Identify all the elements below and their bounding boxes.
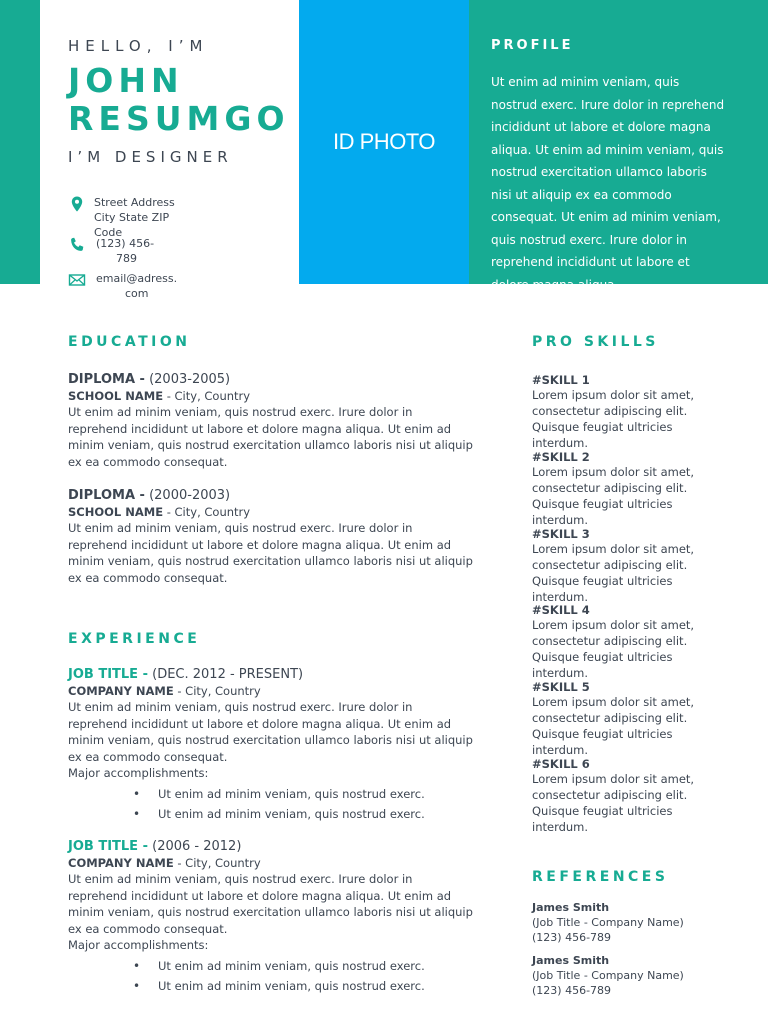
accomplishments-list — [68, 956, 473, 996]
list-item: • Ut enim ad minim veniam, quis nostrud exerc. — [158, 804, 473, 824]
bullet-icon: • — [133, 807, 141, 821]
skill-item — [532, 757, 732, 834]
skill-name: #SKILL 5 — [532, 680, 590, 695]
accomplishments-label: Major accomplishments: — [68, 766, 209, 780]
skill-name: #SKILL 1 — [532, 373, 590, 387]
company-location: - City, Country — [177, 684, 261, 698]
degree-years: (2003-2005) — [149, 372, 231, 387]
school-name: SCHOOL NAME — [68, 389, 164, 403]
skill-description: Lorem ipsum dolor sit amet, consectetur adipiscing elit. Quisque feugiat ultricies interdum. — [532, 464, 695, 527]
experience-entry — [68, 838, 473, 996]
map-pin-icon — [68, 195, 86, 213]
phone-line-1: (123) 456- — [96, 237, 155, 250]
references-list — [532, 901, 752, 1007]
id-photo-placeholder — [299, 0, 469, 284]
reference-name: James Smith — [532, 901, 610, 914]
references-title: REFERENCES — [532, 869, 669, 885]
education-entry — [68, 487, 473, 586]
address-line-3: Code — [94, 226, 123, 239]
skill-item — [532, 603, 732, 680]
contact-phone — [68, 236, 154, 266]
experience-entry — [68, 666, 473, 824]
education-description: Ut enim ad minim veniam, quis nostrud exerc. Irure dolor in reprehend incididunt ut labore et dolore magna aliqua. Ut enim ad minim veniam, quis nostrud exercitation ullamco laboris nisi ut aliquip ex ea commodo consequat. — [68, 405, 473, 469]
school-location: - City, Country — [166, 389, 251, 403]
bullet-icon: • — [133, 787, 141, 801]
email-line-1: email@adress. — [96, 272, 178, 285]
school-location: - City, Country — [166, 505, 251, 519]
skill-description: Lorem ipsum dolor sit amet, consectetur adipiscing elit. Quisque feugiat ultricies interdum. — [532, 695, 695, 758]
skill-description: Lorem ipsum dolor sit amet, consectetur adipiscing elit. Quisque feugiat ultricies interdum. — [532, 771, 695, 834]
reference-name: James Smith — [532, 954, 610, 967]
email-line-2: com — [125, 287, 149, 300]
education-entry — [68, 371, 473, 470]
job-description: Ut enim ad minim veniam, quis nostrud exerc. Irure dolor in reprehend incididunt ut labore et dolore magna aliqua. Ut enim ad minim veniam, quis nostrud exercitation ullamco laboris nisi ut aliquip ex ea commodo consequat. — [68, 872, 473, 936]
contact-email — [68, 271, 177, 301]
profile-box — [491, 71, 728, 292]
skills-title: PRO SKILLS — [532, 334, 659, 350]
address-line-1: Street Address — [94, 196, 175, 209]
reference-position: (Job Title - Company Name) — [532, 916, 684, 929]
first-name: JOHN — [68, 61, 184, 100]
last-name: RESUMGO — [68, 99, 290, 138]
skill-name: #SKILL 6 — [532, 756, 590, 771]
skills-list — [532, 373, 732, 834]
bullet-icon: • — [133, 979, 141, 993]
greeting: HELLO, I’M — [68, 37, 209, 55]
list-item: • Ut enim ad minim veniam, quis nostrud exerc. — [158, 956, 473, 976]
experience-title: EXPERIENCE — [68, 631, 201, 647]
job-description: Ut enim ad minim veniam, quis nostrud exerc. Irure dolor in reprehend incididunt ut labore et dolore magna aliqua. Ut enim ad minim veniam, quis nostrud exercitation ullamco laboris nisi ut aliquip ex ea commodo consequat. — [68, 700, 473, 764]
profile-text: Ut enim ad minim veniam, quis nostrud exerc. Irure dolor in reprehend incididunt ut labore et dolore magna aliqua. Ut enim ad minim veniam, quis nostrud exercitation ullamco laboris nisi ut aliquip ex ea commodo consequat. Ut enim ad minim veniam, quis nostrud exerc. Irure dolor in reprehend incididunt ut labore et dolore magna aliqua. — [491, 75, 725, 292]
photo-label: ID PHOTO — [333, 129, 435, 154]
envelope-icon — [68, 271, 86, 289]
bullet-icon: • — [133, 959, 141, 973]
job-dates: (DEC. 2012 - PRESENT) — [152, 667, 304, 682]
skill-item — [532, 527, 732, 604]
skill-description: Lorem ipsum dolor sit amet, consectetur adipiscing elit. Quisque feugiat ultricies interdum. — [532, 388, 695, 450]
reference-phone: (123) 456-789 — [532, 931, 612, 944]
skill-description: Lorem ipsum dolor sit amet, consectetur adipiscing elit. Quisque feugiat ultricies interdum. — [532, 541, 695, 604]
list-item: • Ut enim ad minim veniam, quis nostrud exerc. — [158, 784, 473, 804]
skill-item — [532, 450, 732, 527]
degree-years: (2000-2003) — [149, 488, 231, 503]
accomplishments-list — [68, 784, 473, 824]
education-title: EDUCATION — [68, 334, 191, 350]
role-title: I’M DESIGNER — [68, 148, 233, 166]
reference-phone: (123) 456-789 — [532, 984, 612, 997]
profile-title: PROFILE — [491, 38, 574, 53]
skill-item — [532, 373, 732, 450]
full-name — [68, 62, 290, 138]
degree: DIPLOMA - — [68, 372, 145, 387]
address-line-2: City State ZIP — [94, 211, 170, 224]
education-description: Ut enim ad minim veniam, quis nostrud exerc. Irure dolor in reprehend incididunt ut labore et dolore magna aliqua. Ut enim ad minim veniam, quis nostrud exercitation ullamco laboris nisi ut aliquip ex ea commodo consequat. — [68, 521, 473, 585]
list-item: • Ut enim ad minim veniam, quis nostrud exerc. — [158, 976, 473, 996]
job-title: JOB TITLE - — [68, 667, 148, 682]
company-location: - City, Country — [177, 856, 261, 870]
reference-item — [532, 954, 752, 998]
skill-description: Lorem ipsum dolor sit amet, consectetur adipiscing elit. Quisque feugiat ultricies interdum. — [532, 618, 695, 681]
degree: DIPLOMA - — [68, 488, 145, 503]
company-name: COMPANY NAME — [68, 684, 174, 698]
school-name: SCHOOL NAME — [68, 505, 164, 519]
contact-address — [68, 195, 175, 240]
job-dates: (2006 - 2012) — [152, 839, 242, 854]
accomplishments-label: Major accomplishments: — [68, 938, 209, 952]
skill-name: #SKILL 4 — [532, 603, 590, 618]
skill-name: #SKILL 2 — [532, 449, 590, 464]
skill-item — [532, 680, 732, 757]
skill-name: #SKILL 3 — [532, 526, 590, 541]
phone-icon — [68, 236, 86, 254]
reference-position: (Job Title - Company Name) — [532, 969, 684, 982]
company-name: COMPANY NAME — [68, 856, 174, 870]
phone-line-2: 789 — [116, 252, 137, 265]
reference-item — [532, 901, 752, 945]
job-title: JOB TITLE - — [68, 839, 148, 854]
